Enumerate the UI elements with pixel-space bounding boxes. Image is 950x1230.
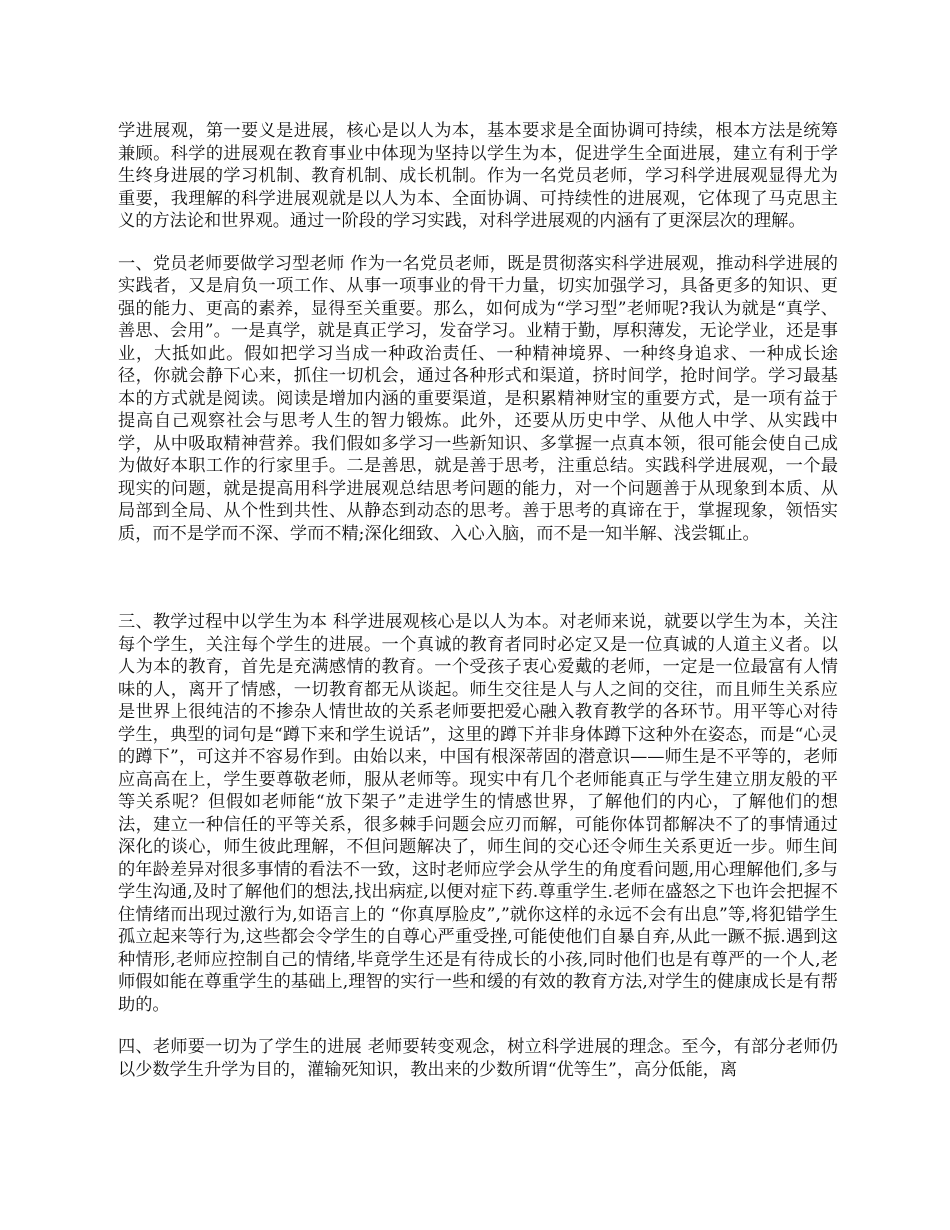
paragraph-section-three: 三、教学过程中以学生为本 科学进展观核心是以人为本。对老师来说，就要以学生为本，关注每个学生，关注每个学生的进展。一个真诚的教育者同时必定又是一位真诚的人道主义者。以人为本的教育，首先是充满感情的教育。一个受孩子衷心爱戴的老师，一定是一位最富有人情味的人，离开了情感，一切教育都无从谈起。师生交往是人与人之间的交往，而且师生关系应是世界上很纯洁的不掺杂人情世故的关系老师要把爱心融入教育教学的各环节。用平等心对待学生，典型的词句是“蹲下来和学生说话”，这里的蹲下并非身体蹲下这种外在姿态，而是“心灵的蹲下”，可这并不容易作到。由始以来，中国有根深蒂固的潜意识——师生是不平等的，老师应高高在上，学生要尊敬老师，服从老师等。现实中有几个老师能真正与学生建立朋友般的平等关系呢？但假如老师能“放下架子”走进学生的情感世界，了解他们的内心，了解他们的想法，建立一种信任的平等关系，很多棘手问题会应刃而解，可能你体罚都解决不了的事情通过深化的谈心，师生彼此理解，不但问题解决了，师生间的交心还令师生关系更近一步。师生间的年龄差异对很多事情的看法不一致，这时老师应学会从学生的角度看问题,用心理解他们,多与学生沟通,及时了解他们的想法,找出病症,以便对症下药.尊重学生.老师在盛怒之下也许会把握不住情绪而出现过激行为,如语言上的 “你真厚脸皮”,”就你这样的永远不会有出息”等,将犯错学生孤立起来等行为,这些都会令学生的自尊心严重受挫,可能使他们自暴自弃,从此一蹶不振.遇到这种情形,老师应控制自己的情绪,毕竟学生还是有待成长的小孩,同时他们也是有尊严的一个人,老师假如能在尊重学生的基础上,理智的实行一些和缓的有效的教育方法,对学生的健康成长是有帮助的。: [118, 612, 838, 1015]
paragraph-intro: 学进展观，第一要义是进展，核心是以人为本，基本要求是全面协调可持续，根本方法是统筹兼顾。科学的进展观在教育事业中体现为坚持以学生为本，促进学生全面进展，建立有利于学生终身进展的学习机制、教育机制、成长机制。作为一名党员老师，学习科学进展观显得尤为重要，我理解的科学进展观就是以人为本、全面协调、可持续性的进展观，它体现了马克思主义的方法论和世界观。通过一阶段的学习实践，对科学进展观的内涵有了更深层次的理解。: [118, 121, 838, 231]
paragraph-section-one: 一、党员老师要做学习型老师 作为一名党员老师，既是贯彻落实科学进展观，推动科学进展的实践者，又是肩负一项工作、从事一项事业的骨干力量，切实加强学习，具备更多的知识、更强的能力、更高的素养，显得至关重要。那么，如何成为“学习型”老师呢?我认为就是“真学、善思、会用”。一是真学，就是真正学习，发奋学习。业精于勤，厚积薄发，无论学业，还是事业，大抵如此。假如把学习当成一种政治责任、一种精神境界、一种终身追求、一种成长途径，你就会静下心来，抓住一切机会，通过各种形式和渠道，挤时间学，抢时间学。学习最基本的方式就是阅读。阅读是增加内涵的重要渠道，是积累精神财宝的重要方式，是一项有益于提高自己观察社会与思考人生的智力锻炼。此外，还要从历史中学、从他人中学、从实践中学，从中吸取精神营养。我们假如多学习一些新知识、多掌握一点真本领，很可能会使自己成为做好本职工作的行家里手。二是善思，就是善于思考，注重总结。实践科学进展观，一个最现实的问题，就是提高用科学进展观总结思考问题的能力，对一个问题善于从现象到本质、从局部到全局、从个性到共性、从静态到动态的思考。善于思考的真谛在于，掌握现象，领悟实质，而不是学而不深、学而不精;深化细致、入心入脑，而不是一知半解、浅尝辄止。: [118, 253, 838, 544]
paragraph-section-four: 四、老师要一切为了学生的进展 老师要转变观念，树立科学进展的理念。至今，有部分老师仍以少数学生升学为目的，灌输死知识，教出来的少数所谓“优等生”，高分低能，离: [118, 1037, 838, 1080]
document-body: [118, 120, 838, 1081]
